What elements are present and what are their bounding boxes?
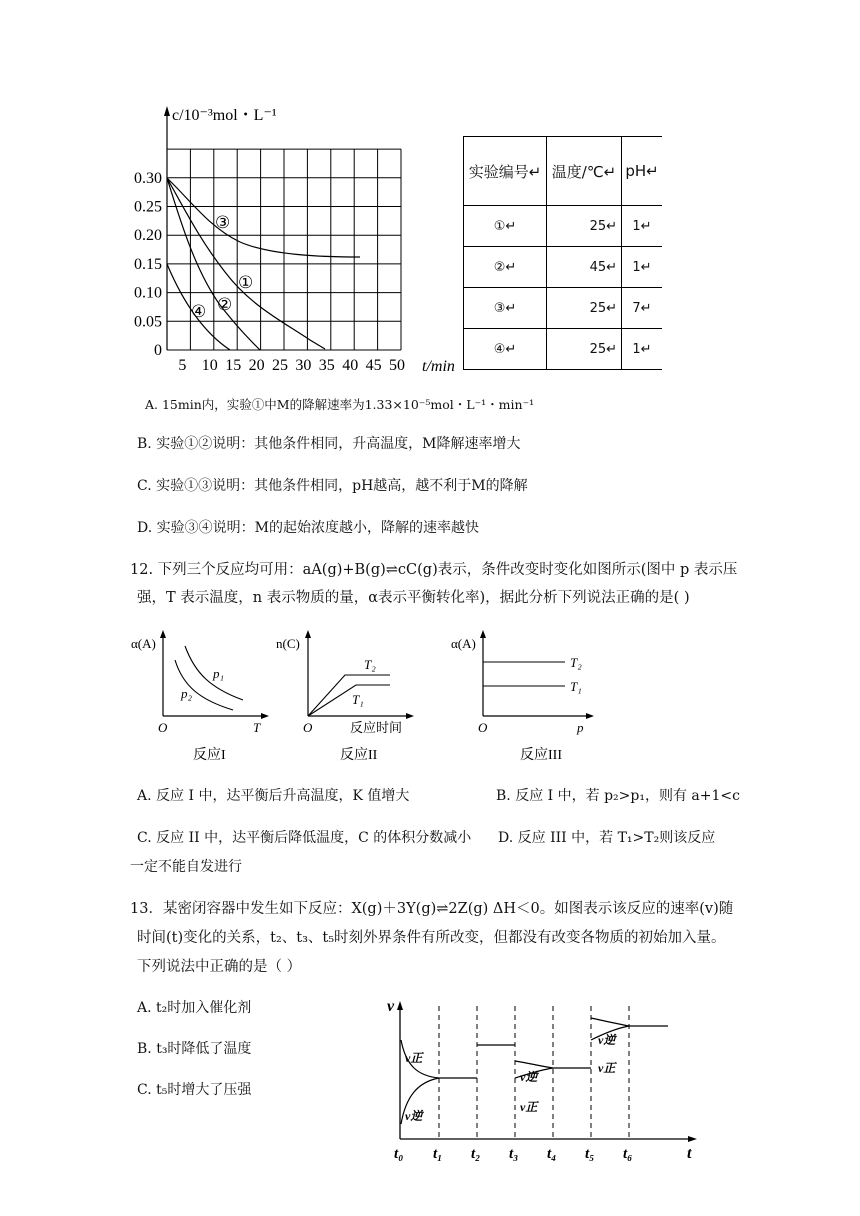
y-axis-arrow xyxy=(164,106,170,116)
q12-stem-line2: 强，T 表示温度，n 表示物质的量，α表示平衡转化率)，据此分析下列说法正确的是( ) xyxy=(137,590,690,606)
q11-option-b: B. 实验①②说明：其他条件相同，升高温度，M降解速率增大 xyxy=(137,436,521,452)
cell: ④↵ xyxy=(464,329,547,370)
q12-stem-line1: 12. 下列三个反应均可用：aA(g)+B(g)⇌cC(g)表示，条件改变时变化如图所示(图中 p 表示压 xyxy=(130,562,738,578)
table-row xyxy=(464,329,663,370)
x-tick-labels xyxy=(178,357,405,374)
cell: 45↵ xyxy=(547,247,622,288)
y-tick-labels xyxy=(134,170,162,359)
tick-t0: t₀ xyxy=(394,1146,404,1162)
q11-option-a: A. 15min内，实验①中M的降解速率为1.33×10⁻⁵mol・L⁻¹・min⁻¹ xyxy=(145,397,535,412)
label-v-reverse: v逆 xyxy=(520,1070,538,1084)
graph2-ylabel: n(C) xyxy=(276,636,300,651)
curve-label-4: ④ xyxy=(191,302,207,321)
v-reverse-t5 xyxy=(591,1018,629,1026)
curve-label-1: ① xyxy=(238,273,254,292)
x-tick-label: 15 xyxy=(225,357,242,374)
table-row xyxy=(464,206,663,247)
experiment-table xyxy=(463,136,662,370)
q11-option-c: C. 实验①③说明：其他条件相同，pH越高，越不利于M的降解 xyxy=(137,478,528,494)
v-reverse-t3 xyxy=(515,1061,553,1068)
degradation-chart xyxy=(120,100,455,380)
x-tick-label: 10 xyxy=(201,357,218,374)
graph1-xlabel: T xyxy=(253,720,261,735)
label-v-forward: v正 xyxy=(598,1061,616,1075)
curve-label-2: ② xyxy=(217,295,233,314)
x-tick-label: 50 xyxy=(389,357,405,374)
x-axis-label: t/min xyxy=(422,358,455,375)
cell: ①↵ xyxy=(464,206,547,247)
tick-t1: t₁ xyxy=(433,1146,443,1162)
rate-time-graph xyxy=(380,996,710,1161)
y-tick-label: 0.25 xyxy=(134,198,162,216)
graph2-caption: 反应II xyxy=(340,748,378,763)
reaction-3-graph xyxy=(445,628,605,768)
time-tick-labels xyxy=(394,1146,632,1162)
q12-option-d-cont: 一定不能自发进行 xyxy=(130,859,242,875)
q12-option-b: B. 反应 I 中，若 p₂>p₁，则有 a+1<c xyxy=(496,788,740,804)
graph1-origin: O xyxy=(158,720,168,735)
cell: 7↵ xyxy=(622,288,663,329)
tick-t5: t₅ xyxy=(585,1146,595,1162)
q13-stem-line3: 下列说法中正确的是（ ） xyxy=(137,959,302,975)
label-T1: T₁ xyxy=(352,692,364,707)
cell: 25↵ xyxy=(547,329,622,370)
q12-option-d: D. 反应 III 中，若 T₁>T₂则该反应 xyxy=(498,830,716,846)
cell: 1↵ xyxy=(622,206,663,247)
label-v-forward: v正 xyxy=(405,1051,423,1065)
q13-option-c: C. t₅时增大了压强 xyxy=(137,1082,252,1098)
label-T1: T₁ xyxy=(570,679,582,694)
graph1-ylabel: α(A) xyxy=(131,636,156,651)
label-p1: p₁ xyxy=(213,666,225,681)
x-tick-label: 45 xyxy=(365,357,382,374)
table-row xyxy=(464,247,663,288)
cell: ②↵ xyxy=(464,247,547,288)
graph3-caption: 反应III xyxy=(520,748,562,763)
y-tick-label: 0.30 xyxy=(134,169,162,187)
curve-T1 xyxy=(308,685,390,716)
curve-T2 xyxy=(308,675,390,716)
reaction-2-graph xyxy=(270,628,420,768)
tick-t3: t₃ xyxy=(509,1146,519,1162)
q11-option-d: D. 实验③④说明：M的起始浓度越小，降解的速率越快 xyxy=(137,520,479,536)
x-tick-label: 30 xyxy=(295,357,312,374)
x-axis-label: t xyxy=(687,1145,692,1162)
q12-option-a: A. 反应 I 中，达平衡后升高温度，K 值增大 xyxy=(137,788,410,804)
reaction-1-graph xyxy=(125,628,275,768)
label-v-forward: v正 xyxy=(520,1100,538,1114)
q13-stem-line1: 13．某密闭容器中发生如下反应：X(g)＋3Y(g)⇌2Z(g) ΔH＜0。如图表示该反应的速率(v)随 xyxy=(130,901,734,917)
curve-p2 xyxy=(175,660,233,710)
table-row xyxy=(464,288,663,329)
x-tick-label: 35 xyxy=(318,357,335,374)
y-axis-label: v xyxy=(387,998,395,1015)
y-axis-label: c/10⁻³mol・L⁻¹ xyxy=(172,107,277,124)
curve-label-3: ③ xyxy=(215,213,231,232)
header-cell: 实验编号↵ xyxy=(464,137,547,206)
label-v-reverse: v逆 xyxy=(405,1109,423,1123)
label-T2: T₂ xyxy=(570,655,582,670)
y-tick-label: 0.05 xyxy=(134,313,162,331)
cell: 1↵ xyxy=(622,329,663,370)
x-tick-label: 25 xyxy=(272,357,288,374)
header-cell: pH↵ xyxy=(622,137,663,206)
y-tick-label: 0.20 xyxy=(134,227,162,245)
q13-option-b: B. t₃时降低了温度 xyxy=(137,1041,252,1057)
x-tick-label: 5 xyxy=(178,357,187,374)
y-tick-label: 0 xyxy=(154,342,162,359)
cell: 25↵ xyxy=(547,206,622,247)
graph3-ylabel: α(A) xyxy=(451,636,476,651)
y-tick-label: 0.15 xyxy=(134,255,162,273)
q13-stem-line2: 时间(t)变化的关系，t₂、t₃、t₅时刻外界条件有所改变，但都没有改变各物质的初始加入量。 xyxy=(137,930,726,946)
graph3-xlabel: p xyxy=(577,720,584,735)
y-tick-label: 0.10 xyxy=(134,284,162,302)
graph2-origin: O xyxy=(303,720,313,735)
graph3-origin: O xyxy=(478,720,488,735)
graph2-xlabel: 反应时间 xyxy=(350,720,403,735)
tick-t6: t₆ xyxy=(623,1146,633,1162)
header-cell: 温度/℃↵ xyxy=(547,137,622,206)
x-tick-label: 40 xyxy=(342,357,359,374)
q12-option-c: C. 反应 II 中，达平衡后降低温度，C 的体积分数减小 xyxy=(137,830,472,846)
label-p2: p₂ xyxy=(181,686,193,701)
graph1-caption: 反应I xyxy=(193,748,226,763)
table-header-row xyxy=(464,137,663,206)
cell: 25↵ xyxy=(547,288,622,329)
cell: 1↵ xyxy=(622,247,663,288)
x-tick-label: 20 xyxy=(248,357,265,374)
tick-t4: t₄ xyxy=(547,1146,557,1162)
q13-option-a: A. t₂时加入催化剂 xyxy=(137,1000,252,1016)
cell: ③↵ xyxy=(464,288,547,329)
label-v-reverse: v逆 xyxy=(598,1033,616,1047)
tick-t2: t₂ xyxy=(471,1146,481,1162)
label-T2: T₂ xyxy=(364,657,376,672)
